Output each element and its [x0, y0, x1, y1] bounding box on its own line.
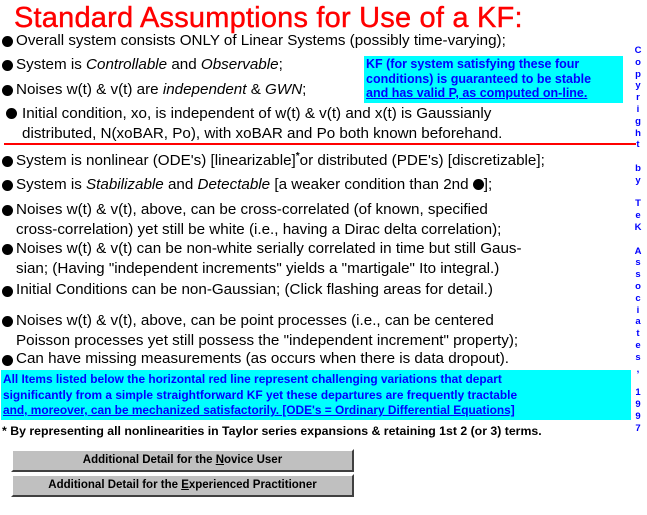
- copyright-char: C: [634, 45, 642, 56]
- bullet-icon: [2, 60, 13, 71]
- departure-point-processes[interactable]: Noises w(t) & v(t), above, can be point processes (i.e., can be centered Poisson processes yet still possess the "independent increment" property);: [16, 312, 519, 349]
- copyright-char: e: [635, 339, 641, 351]
- page-title: Standard Assumptions for Use of a KF:: [14, 2, 523, 34]
- assumption-independent-gwn: Noises w(t) & v(t) are independent & GWN;: [16, 81, 307, 98]
- copyright-char: 9: [635, 410, 641, 422]
- copyright-char: [631, 234, 645, 246]
- copyright-vertical-text: [631, 45, 645, 434]
- copyright-char: T: [635, 198, 641, 210]
- copyright-char: t: [636, 328, 640, 340]
- experienced-detail-button[interactable]: Additional Detail for the Experienced Practitioner: [11, 474, 354, 497]
- copyright-char: y: [635, 174, 641, 186]
- copyright-char: A: [634, 245, 642, 257]
- departure-nonlinear[interactable]: System is nonlinear (ODE's) [linearizable]*or distributed (PDE's) [discretizable];: [16, 151, 545, 170]
- copyright-char: 7: [635, 422, 641, 434]
- copyright-char: g: [635, 115, 641, 127]
- copyright-char: 1: [635, 387, 641, 399]
- copyright-char: i: [636, 304, 640, 316]
- copyright-char: [631, 375, 645, 387]
- copyright-char: o: [635, 56, 641, 68]
- bullet-icon: [2, 316, 13, 327]
- bullet-icon: [2, 36, 13, 47]
- assumption-initial-condition: Initial condition, xo, is independent of w(t) & v(t) and x(t) is Gaussianly distributed, N(xoBAR, Po), with xoBAR and Po both known beforehand.: [22, 105, 503, 142]
- copyright-char: p: [635, 68, 641, 80]
- copyright-char: K: [634, 221, 642, 233]
- bullet-icon: [2, 286, 13, 297]
- copyright-char: s: [635, 257, 641, 269]
- copyright-char: s: [635, 351, 641, 363]
- bullet-icon: [2, 85, 13, 96]
- departure-non-white[interactable]: Noises w(t) & v(t) can be non-white serially correlated in time but still Gaus- sian; (Having "independent increments" yields a "martigale" Ito integral.): [16, 240, 522, 277]
- departure-missing-measurements[interactable]: Can have missing measurements (as occurs when there is data dropout).: [16, 350, 509, 367]
- bullet-icon: [2, 244, 13, 255]
- copyright-char: h: [635, 127, 641, 139]
- bullet-icon: [2, 156, 13, 167]
- assumption-controllable: System is Controllable and Observable;: [16, 56, 283, 73]
- copyright-char: s: [635, 269, 641, 281]
- copyright-char: r: [636, 92, 640, 104]
- challenge-note-callout[interactable]: All Items listed below the horizontal red line represent challenging variations that depart significantly from a simple straightforward KF yet these departures are frequently tractable and, moreover, can be mechanized satisfactorily. [ODE's = Ordinary Differential Equations]: [1, 370, 631, 420]
- copyright-char: e: [635, 210, 641, 222]
- bullet-icon: [2, 355, 13, 366]
- red-divider-line: [4, 143, 636, 145]
- footnote-star: *: [295, 151, 300, 162]
- copyright-char: a: [635, 316, 641, 328]
- kf-stability-callout[interactable]: KF (for system satisfying these four conditions) is guaranteed to be stable and has valid P, as computed on-line.: [364, 56, 623, 103]
- bullet-icon: [2, 180, 13, 191]
- bullet-icon: [473, 179, 484, 190]
- copyright-char: [631, 151, 645, 163]
- bullet-icon: [2, 205, 13, 216]
- bullet-icon: [6, 108, 17, 119]
- departure-stabilizable[interactable]: System is Stabilizable and Detectable [a weaker condition than 2nd ];: [16, 176, 493, 193]
- copyright-char: t: [636, 139, 640, 151]
- novice-detail-button[interactable]: Additional Detail for the Novice User: [11, 449, 354, 472]
- copyright-char: i: [636, 103, 640, 115]
- copyright-char: y: [635, 80, 641, 92]
- copyright-char: [631, 187, 645, 199]
- copyright-char: ,: [636, 363, 640, 375]
- copyright-char: o: [635, 280, 641, 292]
- assumption-linear: Overall system consists ONLY of Linear Systems (possibly time-varying);: [16, 32, 506, 49]
- copyright-char: c: [635, 292, 641, 304]
- copyright-char: b: [635, 162, 641, 174]
- footnote: * By representing all nonlinearities in Taylor series expansions & retaining 1st 2 (or 3) terms.: [2, 424, 542, 438]
- copyright-char: 9: [635, 398, 641, 410]
- departure-cross-correlated[interactable]: Noises w(t) & v(t), above, can be cross-correlated (of known, specified cross-correlation) yet still be white (i.e., having a Dirac delta correlation);: [16, 201, 502, 238]
- departure-non-gaussian[interactable]: Initial Conditions can be non-Gaussian; (Click flashing areas for detail.): [16, 281, 493, 298]
